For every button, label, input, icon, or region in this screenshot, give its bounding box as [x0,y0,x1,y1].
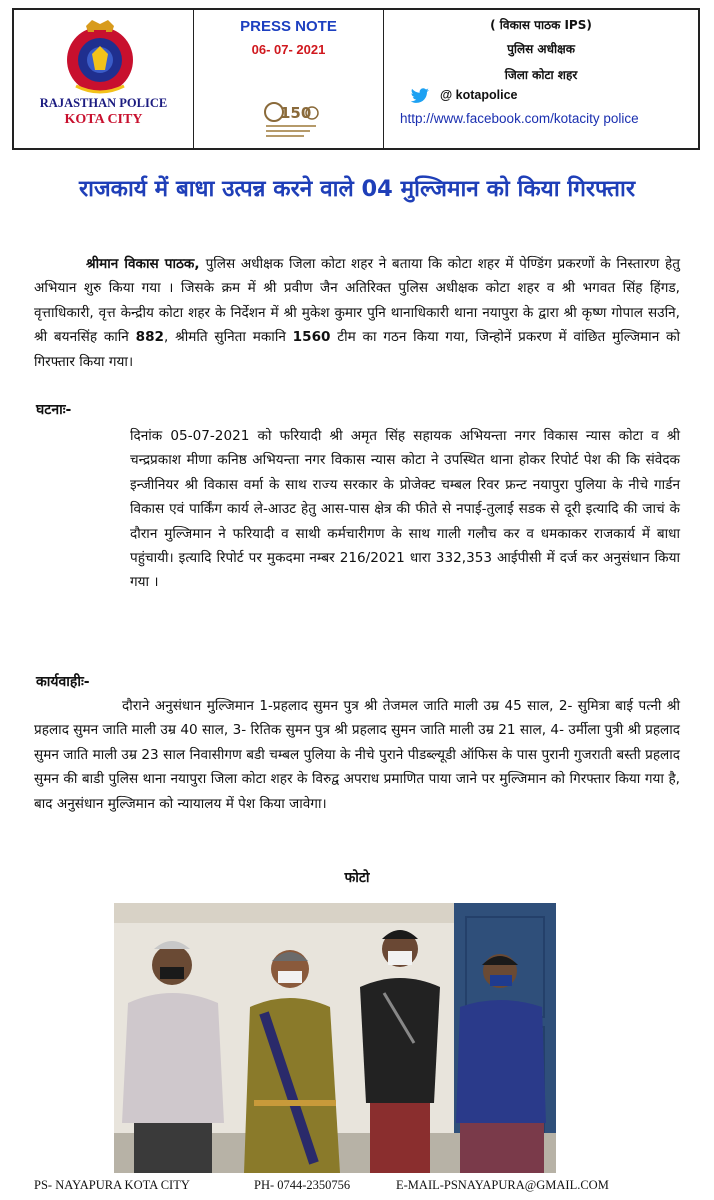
header-logo-column [14,10,194,148]
footer-station: PS- NAYAPURA KOTA CITY [34,1178,190,1192]
incident-paragraph: दिनांक 05-07-2021 को फरियादी श्री अमृत सिंह सहायक अभियन्ता नगर विकास न्यास कोटा व श्री चन्द्रप्रकाश मीणा कनिष्ठ अभियन्ता नगर विकास न्यास कोटा ने उपस्थित थाना होकर रिपोर्ट पेश की कि संवेदक इन्जीनियर श्री विकास वर्मा के साथ राज्य सरकार के प्रोजेक्ट चम्बल रिवर फ्रन्ट नयापुरा पुलिया के नीचे गार्डन विकास एवं पार्किंग कार्य ले-आउट हेतु आस-पास क्षेत्र की फीते से नपाई-तुलाई सडक से दूरी इत्यादि की जाचं के दौरान मुल्जिमान ने फरियादी व साथी कर्मचारीगण के साथ गाली गलौच कर व धमकाकर राजकार्य में बाधा पहुंचायी। इत्यादि रिपोर्ट पर मुकदमा नम्बर 216/2021 धारा 332,353 आईपीसी में दर्ज कर अनुसंधान किया गया । [130,428,680,591]
gandhi-150-logo-icon [262,92,322,142]
action-paragraph: दौराने अनुसंधान मुल्जिमान 1-प्रहलाद सुमन पुत्र श्री तेजमल जाति माली उम्र 45 साल, 2- सुमित्रा बाई पत्नी श्री प्रहलाद सुमन जाति माली उम्र 40 साल, 3- रितिक सुमन पुत्र श्री प्रहलाद सुमन जाति माली उम्र 21 साल, 4- उर्मीला पुत्री श्री प्रहलाद सुमन जाति माली उम्र 23 साल निवासीगण बडी चम्बल पुलिया के नीचे पुराने पीडब्ल्यूडी ऑफिस के पास पुरानी गुजराती बस्ती प्रहलाद सुमन की बाडी पुलिस थाना नयापुरा जिला कोटा शहर के विरुद्व अपराध प्रमाणित पाया जाने पर मुल्जिमान को गिरफ्तार किया गया है, बाद अनुसंधान मुल्जिमान को न्यायालय में पेश किया जावेगा। [34,698,680,812]
officer-city: जिला कोटा शहर [504,68,578,82]
press-note-title: PRESS NOTE [240,18,337,35]
facebook-link[interactable]: http://www.facebook.com/kotacity police [400,111,639,126]
intro-text-2: , श्रीमति सुनिता मकानि [164,329,293,346]
org-name-line1: RAJASTHAN POLICE [39,96,168,110]
org-name-line2: KOTA CITY [64,112,143,127]
header-contact-column [384,10,698,148]
intro-text-3: टीम का गठन किया गया, जिन्होनें प्रकरण में वांछित मुल्जिमान को गिरफ्तार किया गया। [34,329,680,370]
arrested-persons-photo [114,903,556,1173]
intro-paragraph [34,252,680,374]
twitter-icon[interactable] [410,88,430,104]
twitter-handle[interactable]: @ kotapolice [440,88,518,102]
headline: राजकार्य में बाधा उत्पन्न करने वाले 04 मुल्जिमान को किया गिरफ्तार [78,176,636,202]
intro-text-1: पुलिस अधीक्षक जिला कोटा शहर ने बताया कि कोटा शहर में पेण्डिंग प्रकरणों के निस्तारण हेतु अभियान शुरु किया गया । जिसके क्रम में श्री प्रवीण जैन अतिरिक्त पुलिस अधीक्षक कोटा शहर व श्री भगवत सिंह हिंगड, वृत्ताधिकारी, वृत्त केन्द्रीय कोटा शहर के निर्देशन में श्री मुकेश कुमार पुनि थानाधिकारी थाना नयापुरा के द्वारा श्री कृष्ण गोपाल सउनि, श्री बयनसिंह कानि [34,256,680,346]
press-note-date: 06- 07- 2021 [251,42,326,57]
photo-label: फोटो [344,870,370,886]
badge-number-2: 1560 [292,329,331,346]
svg-text:150: 150 [280,104,312,122]
press-note-header [12,8,700,150]
officer-name: ( विकास पाठक IPS) [490,18,592,32]
rajasthan-police-emblem-icon [64,16,136,96]
officer-title: पुलिस अधीक्षक [507,42,575,56]
intro-lead: श्रीमान विकास पाठक, [86,256,206,272]
action-heading: कार्यवाहीः- [36,674,90,690]
footer-phone: PH- 0744-2350756 [254,1178,351,1192]
footer-email[interactable]: E-MAIL-PSNAYAPURA@GMAIL.COM [396,1178,609,1192]
header-title-column [194,10,384,148]
badge-number-1: 882 [135,329,165,346]
incident-heading: घटनाः- [36,402,72,418]
